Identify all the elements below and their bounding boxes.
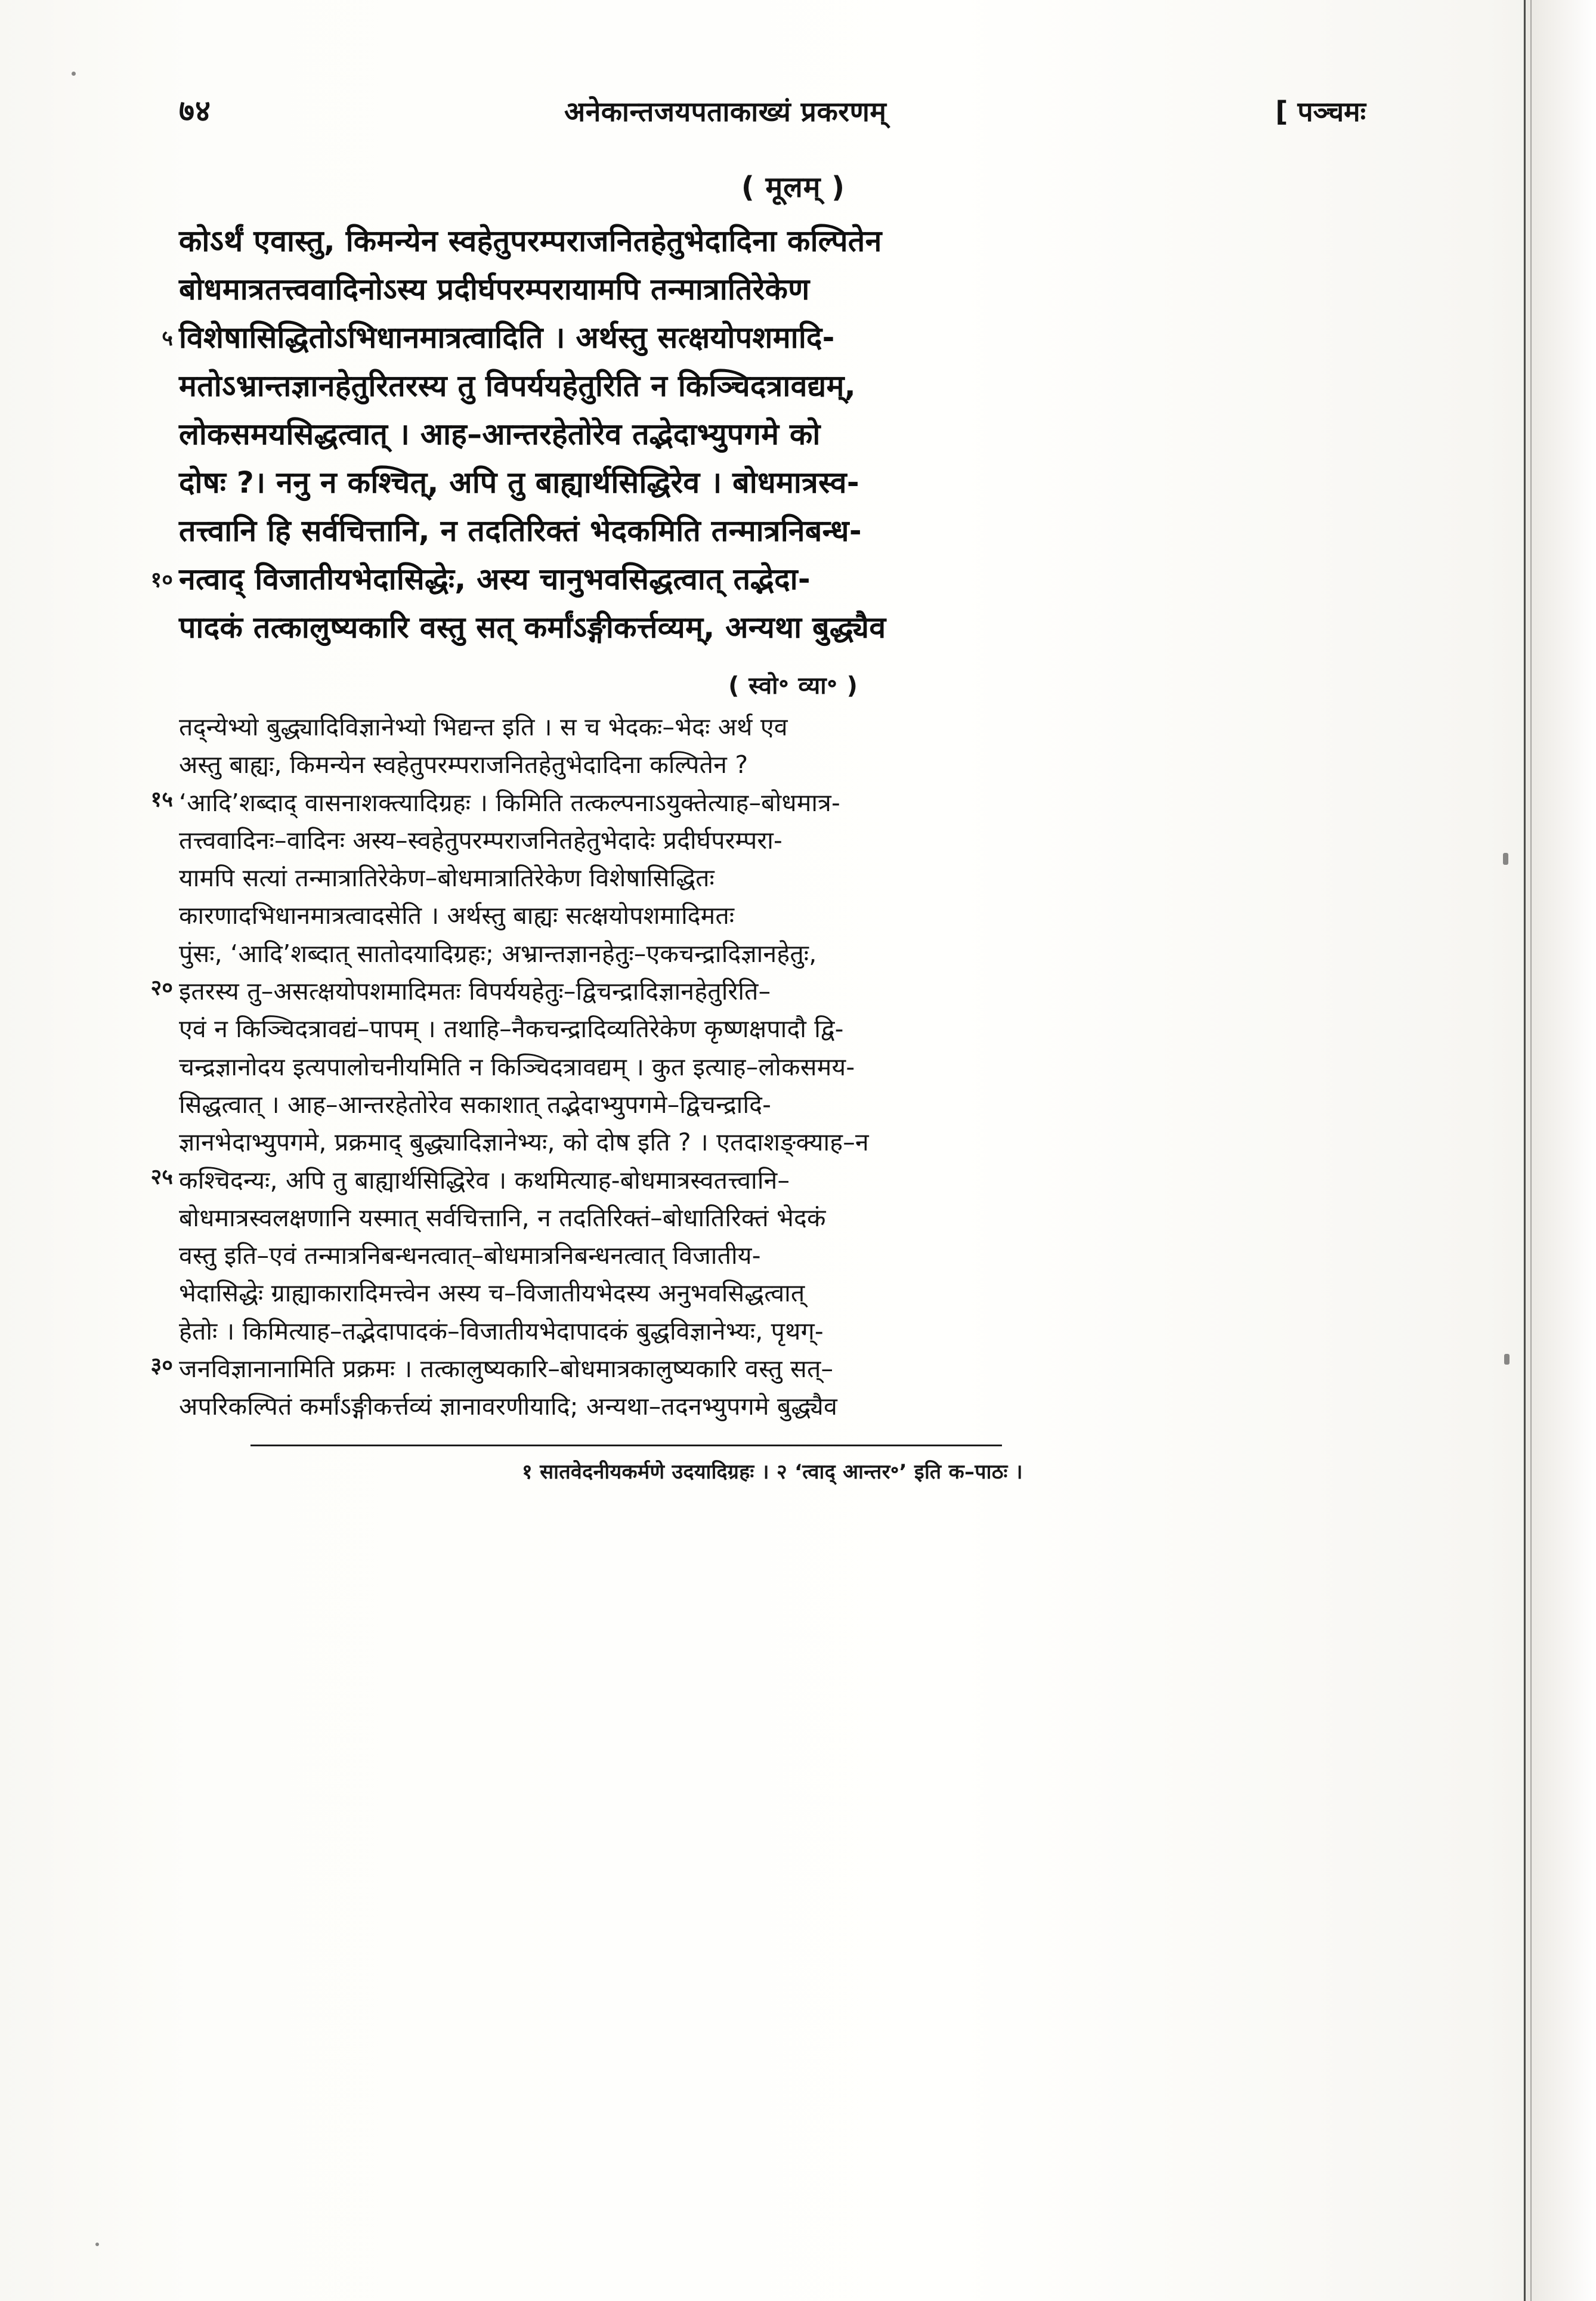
line-text: सिद्धत्वात् । आह–आन्तरहेतोरेव सकाशात् तद्भेदाभ्युपगमे–द्विचन्द्रादि-: [179, 1090, 772, 1119]
line-text: बोधमात्रस्वलक्षणानि यस्मात् सर्वचित्तानि, न तदतिरिक्तं–बोधातिरिक्तं भेदकं: [179, 1203, 826, 1232]
text-line: [179, 1278, 1408, 1309]
page-header: [179, 89, 1366, 130]
text-line: [150, 1164, 1408, 1196]
mula-section-heading: ( मूलम् ): [741, 171, 846, 204]
line-text: तद्न्येभ्यो बुद्ध्यादिविज्ञानेभ्यो भिद्यन्त इति । स च भेदकः–भेदः अर्थ एव: [179, 713, 788, 741]
text-line: [150, 559, 1408, 599]
binding-shadow: [1523, 0, 1596, 2301]
vyakhya-text-block: [150, 712, 1408, 1429]
line-text: ज्ञानभेदाभ्युपगमे, प्रक्रमाद् बुद्ध्यादिज्ञानेभ्यः, को दोष इति ? । एतदाशङ्क्याह–न: [179, 1128, 869, 1157]
line-text: अस्तु बाह्यः, किमन्येन स्वहेतुपरम्पराजनितहेतुभेदादिना कल्पितेन ?: [179, 750, 748, 780]
text-line: [150, 976, 1408, 1007]
text-line: [179, 1013, 1408, 1045]
line-text: तत्त्ववादिनः–वादिनः अस्य–स्वहेतुपरम्पराजनितहेतुभेदादेः प्रदीर्घपरम्परा-: [179, 825, 783, 855]
line-text: कश्चिदन्यः, अपि तु बाह्यार्थसिद्धिरेव । कथमित्याह-बोधमात्रस्वतत्त्वानि–: [179, 1165, 790, 1195]
line-text: इतरस्य तु–असत्क्षयोपशमादिमतः विपर्ययहेतुः–द्विचन्द्रादिज्ञानहेतुरिति–: [179, 977, 771, 1006]
line-text: तत्त्वानि हि सर्वचित्तानि, न तदतिरिक्तं भेदकमिति तन्मात्रनिबन्ध-: [179, 514, 862, 548]
line-text: मतोऽभ्रान्तज्ञानहेतुरितरस्य तु विपर्ययहेतुरिति न किञ्चिदत्रावद्यम्,: [179, 369, 856, 403]
line-text: कारणादभिधानमात्रत्वादसेति । अर्थस्तु बाह्यः सत्क्षयोपशमादिमतः: [179, 901, 735, 930]
text-line: [179, 1240, 1408, 1272]
text-line: [179, 862, 1408, 894]
line-number: ३०: [150, 1353, 173, 1378]
text-line: [179, 1051, 1408, 1083]
line-number: ५: [162, 326, 173, 351]
binding-edge-line: [1524, 0, 1526, 2301]
text-line: [150, 787, 1408, 819]
line-text: पुंसः, ‘आदि’शब्दात् सातोदयादिग्रहः; अभ्रान्तज्ञानहेतुः–एकचन्द्रादिज्ञानहेतुः,: [179, 939, 817, 968]
text-line: [179, 1127, 1408, 1158]
scan-speck: [1503, 853, 1508, 865]
text-line: [179, 1391, 1408, 1422]
footnote-divider: [250, 1445, 1002, 1446]
line-text: वस्तु इति–एवं तन्मात्रनिबन्धनत्वात्–बोधमात्रनिबन्धनत्वात् विजातीय-: [179, 1241, 761, 1270]
text-line: [179, 221, 1408, 261]
line-number: २५: [150, 1164, 173, 1189]
line-text: नत्वाद् विजातीयभेदासिद्धेः, अस्य चानुभवसिद्धत्वात् तद्भेदा-: [179, 562, 811, 596]
line-text: ‘आदि’शब्दाद् वासनाशक्त्यादिग्रहः । किमिति तत्कल्पनाऽयुक्तेत्याह–बोधमात्र-: [179, 788, 840, 817]
line-text: बोधमात्रतत्त्ववादिनोऽस्य प्रदीर्घपरम्परायामपि तन्मात्रातिरेकेण: [179, 272, 810, 307]
line-text: यामपि सत्यां तन्मात्रातिरेकेण–बोधमात्रातिरेकेण विशेषासिद्धितः: [179, 864, 715, 893]
footnote-text: १ सातवेदनीयकर्मणे उदयादिग्रहः । २ ‘त्वाद् आन्तर॰’ इति क–पाठः ।: [522, 1459, 1023, 1484]
line-text: लोकसमयसिद्धत्वात् । आह–आन्तरहेतोरेव तद्भेदाभ्युपगमे को: [179, 417, 821, 451]
text-line: [179, 749, 1408, 781]
line-text: विशेषासिद्धितोऽभिधानमात्रत्वादिति । अर्थस्तु सत्क्षयोपशमादि-: [179, 320, 835, 355]
text-line: [179, 511, 1408, 551]
scan-speck: [95, 2243, 99, 2246]
line-text: पादकं तत्कालुष्यकारि वस्तु सत् कर्मांऽङ्गीकर्त्तव्यम्, अन्यथा बुद्ध्यैव: [179, 610, 886, 645]
text-line: [179, 938, 1408, 970]
line-text: कोऽर्थं एवास्तु, किमन्येन स्वहेतुपरम्पराजनितहेतुभेदादिना कल्पितेन: [179, 224, 882, 258]
page-content: [150, 89, 1408, 1484]
line-text: एवं न किञ्चिदत्रावद्यं–पापम् । तथाहि–नैकचन्द्रादिव्यतिरेकेण कृष्णक्षपादौ द्वि-: [179, 1015, 844, 1044]
line-text: अपरिकल्पितं कर्मांऽङ्गीकर्त्तव्यं ज्ञानावरणीयादि; अन्यथा–तदनभ्युपगमे बुद्ध्यैव: [179, 1392, 837, 1421]
text-line: [179, 415, 1408, 454]
line-text: भेदासिद्धेः ग्राह्याकारादिमत्त्वेन अस्य च–विजातीयभेदस्य अनुभवसिद्धत्वात्: [179, 1279, 805, 1308]
scan-speck: [1504, 1354, 1510, 1365]
text-line: [179, 1202, 1408, 1234]
line-text: दोषः ?। ननु न कश्चित्, अपि तु बाह्यार्थसिद्धिरेव । बोधमात्रस्व-: [179, 465, 859, 500]
scan-speck: [72, 72, 76, 76]
line-text: चन्द्रज्ञानोदय इत्यपालोचनीयमिति न किञ्चिदत्रावद्यम् । कुत इत्याह–लोकसमय-: [179, 1052, 855, 1081]
line-number: १५: [150, 787, 173, 812]
text-line: [179, 1089, 1408, 1121]
text-line: [179, 825, 1408, 856]
line-text: हेतोः । किमित्याह–तद्भेदापादकं–विजातीयभेदापादकं बुद्धविज्ञानेभ्यः, पृथग्-: [179, 1316, 824, 1346]
mula-text-block: [150, 221, 1408, 648]
line-number: २०: [150, 976, 173, 1001]
chapter-marker: [ पञ्चमः: [1275, 95, 1366, 128]
text-line: [179, 712, 1408, 743]
text-line: [179, 608, 1408, 648]
text-line: [179, 270, 1408, 310]
line-number: १०: [150, 568, 173, 592]
page-number: ७४: [179, 94, 211, 128]
text-line: [150, 1353, 1408, 1385]
text-line: [162, 318, 1408, 358]
text-line: [179, 900, 1408, 932]
binding-edge-line-secondary: [1530, 0, 1532, 2301]
text-line: [179, 463, 1408, 503]
line-text: जनविज्ञानानामिति प्रक्रमः । तत्कालुष्यकारि–बोधमात्रकालुष्यकारि वस्तु सत्–: [179, 1354, 834, 1384]
text-line: [179, 1316, 1408, 1347]
vyakhya-section-heading: ( स्वो॰ व्या॰ ): [728, 672, 858, 700]
text-line: [179, 366, 1408, 406]
running-title: अनेकान्तजयपताकाख्यं प्रकरणम्: [564, 95, 887, 128]
